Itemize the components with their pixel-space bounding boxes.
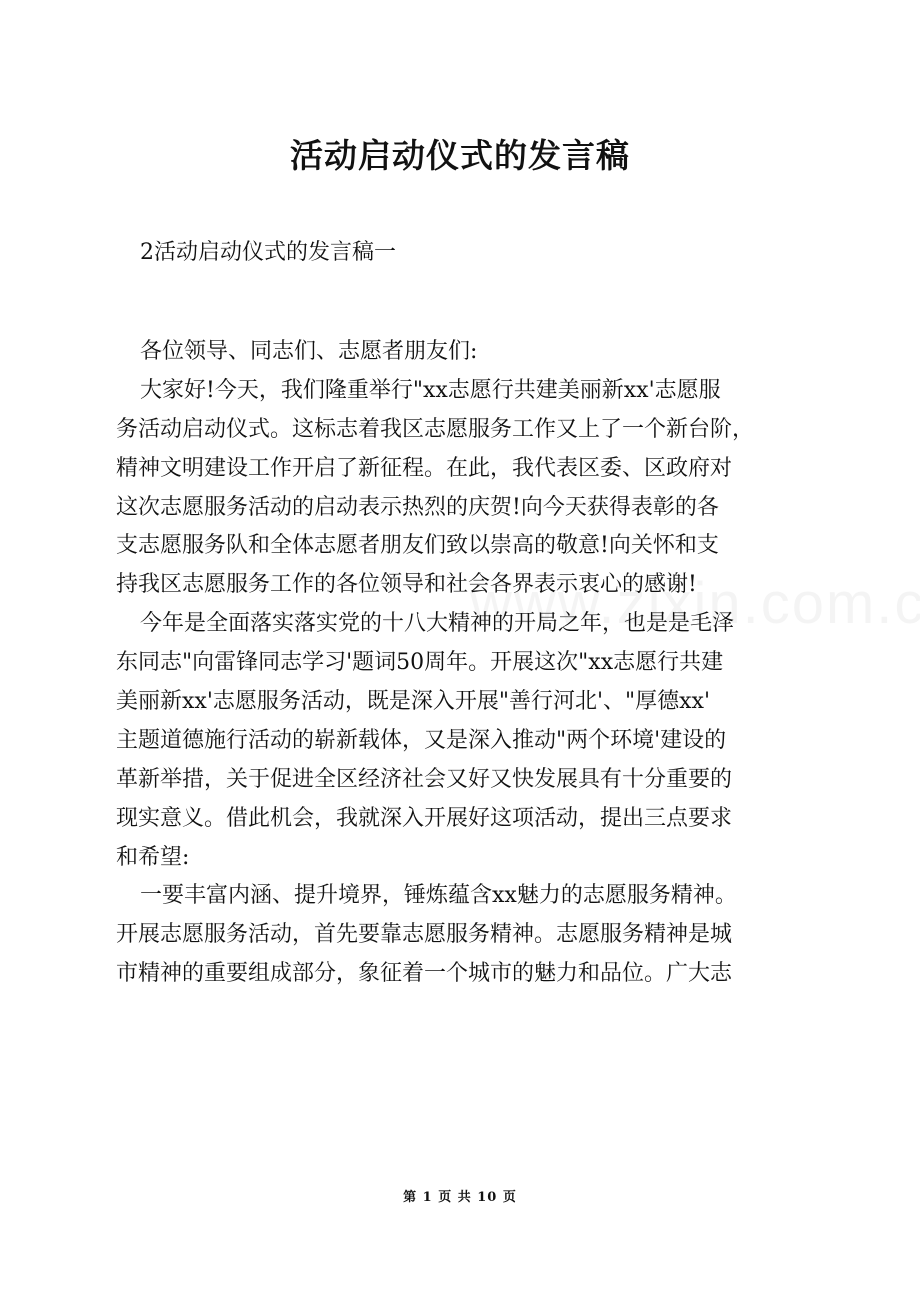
body-line: 开展志愿服务活动，首先要靠志愿服务精神。志愿服务精神是城 <box>116 922 733 948</box>
body-line: 主题道德施行活动的崭新载体，又是深入推动"两个环境'建设的 <box>116 727 727 753</box>
document-title: 活动启动仪式的发言稿 <box>290 136 630 175</box>
body-line: 这次志愿服务活动的启动表示热烈的庆贺!向今天获得表彰的各 <box>116 494 719 520</box>
body-line: 革新举措，关于促进全区经济社会又好又快发展具有十分重要的 <box>116 766 733 792</box>
document-subtitle: 2活动启动仪式的发言稿一 <box>140 240 396 265</box>
body-line: 一要丰富内涵、提升境界，锤炼蕴含xx魅力的志愿服务精神。 <box>140 883 737 909</box>
body-line: 今年是全面落实落实党的十八大精神的开局之年，也是是毛泽 <box>140 611 735 637</box>
body-line: 美丽新xx'志愿服务活动，既是深入开展"善行河北'、"厚德xx' <box>116 689 711 715</box>
body-line: 大家好!今天，我们隆重举行"xx志愿行共建美丽新xx'志愿服 <box>140 377 721 403</box>
body-line: 现实意义。借此机会，我就深入开展好这项活动，提出三点要求 <box>116 805 733 831</box>
body-line: 支志愿服务队和全体志愿者朋友们致以崇高的敬意!向关怀和支 <box>116 533 719 559</box>
document-body <box>116 333 836 994</box>
body-line: 持我区志愿服务工作的各位领导和社会各界表示衷心的感谢! <box>116 572 697 598</box>
body-line: 精神文明建设工作开启了新征程。在此，我代表区委、区政府对 <box>116 455 733 481</box>
body-line: 各位领导、同志们、志愿者朋友们: <box>140 339 478 364</box>
body-line: 和希望: <box>116 844 190 870</box>
page-footer: 第 1 页 共 10 页 <box>403 1190 517 1205</box>
body-line: 东同志"向雷锋同志学习'题词50周年。开展这次"xx志愿行共建 <box>116 650 724 676</box>
body-line: 市精神的重要组成部分，象征着一个城市的魅力和品位。广大志 <box>116 961 733 987</box>
body-line: 务活动启动仪式。这标志着我区志愿服务工作又上了一个新台阶， <box>116 416 755 442</box>
